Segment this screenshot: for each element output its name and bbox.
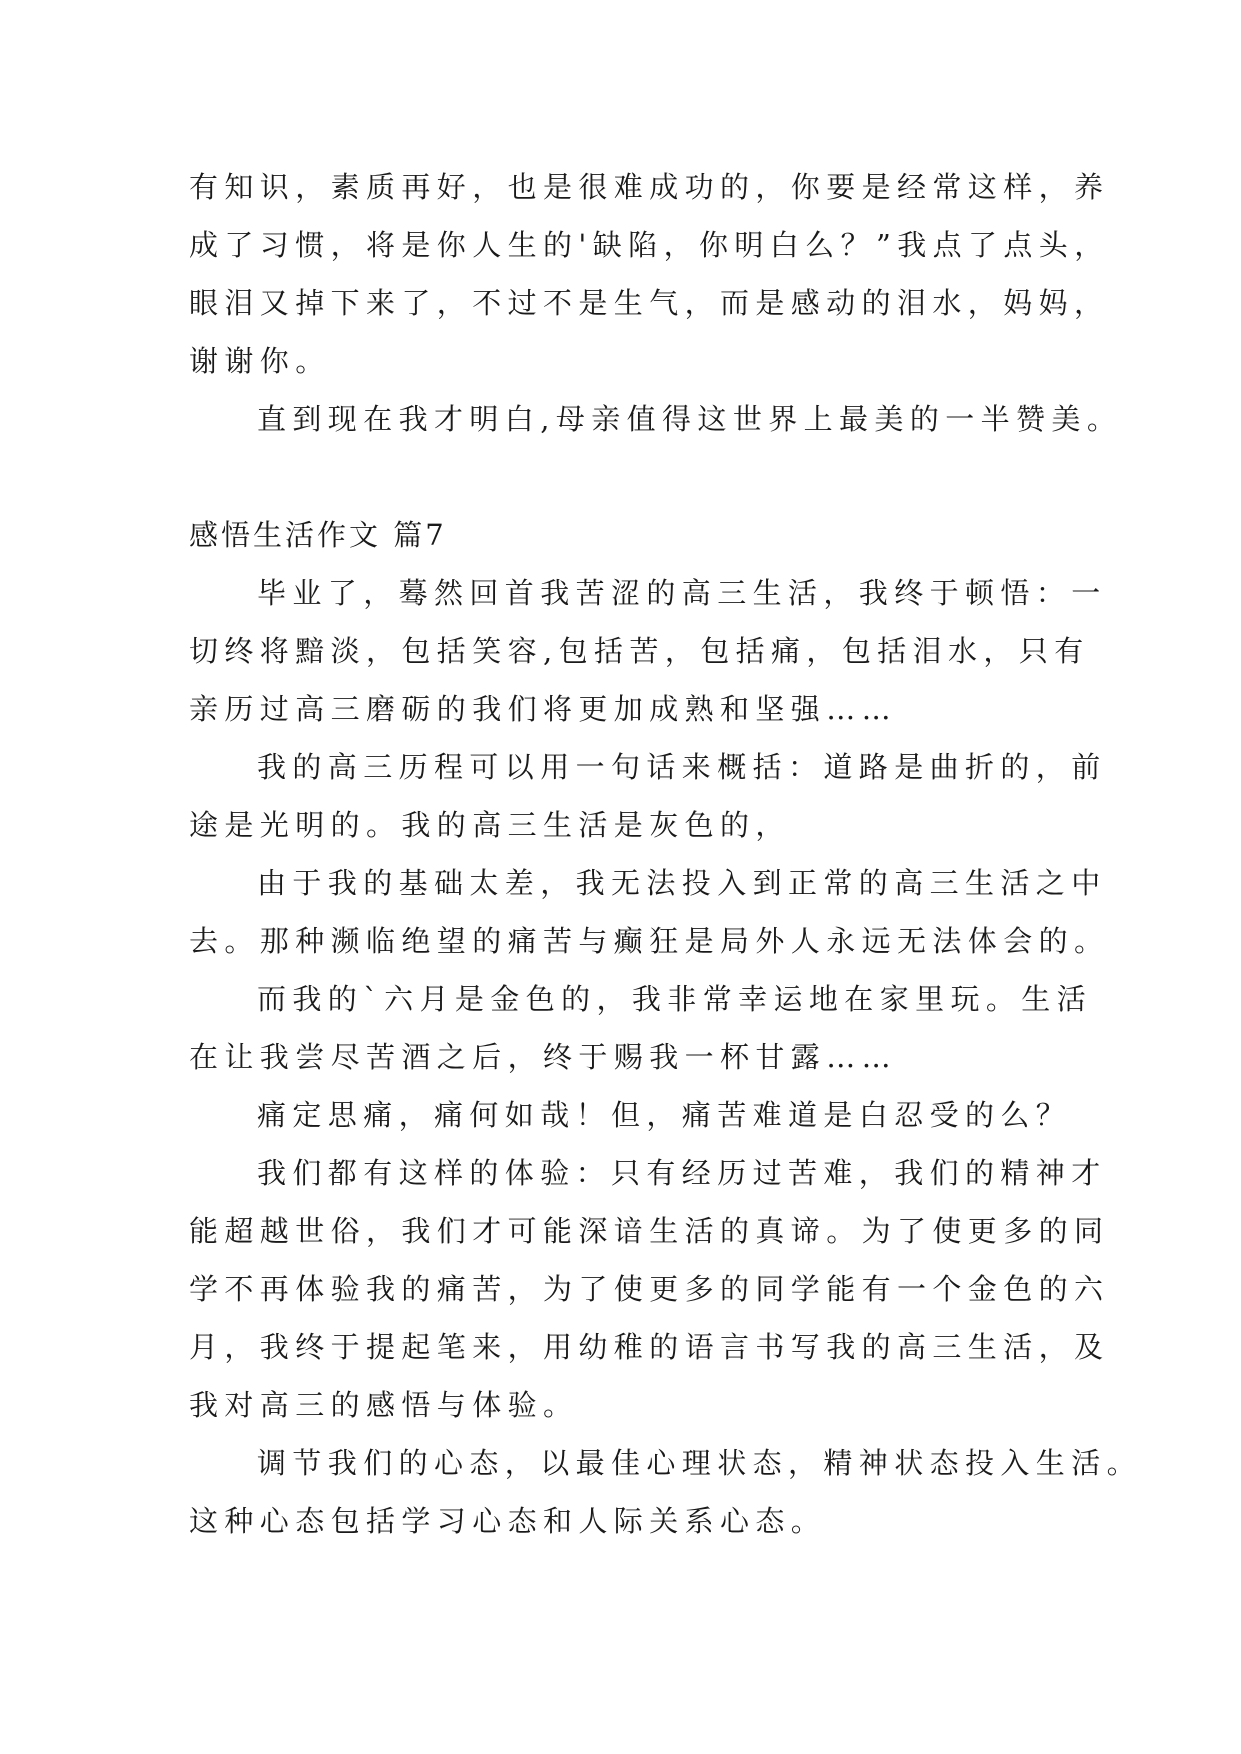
text-line: 月，我终于提起笔来，用幼稚的语言书写我的高三生活，及 xyxy=(189,1330,1110,1364)
text-line: 毕业了，蓦然回首我苦涩的高三生活，我终于顿悟：一 xyxy=(257,576,1107,610)
text-line: 眼泪又掉下来了，不过不是生气，而是感动的泪水，妈妈， xyxy=(189,286,1110,320)
text-line: 谢谢你。 xyxy=(189,344,331,378)
text-line: 由于我的基础太差，我无法投入到正常的高三生活之中 xyxy=(257,866,1107,900)
text-line: 切终将黯淡，包括笑容,包括苦，包括痛，包括泪水，只有 xyxy=(189,634,1090,668)
text-line: 在让我尝尽苦酒之后，终于赐我一杯甘露…… xyxy=(189,1040,898,1074)
text-line: 去。那种濒临绝望的痛苦与癫狂是局外人永远无法体会的。 xyxy=(189,924,1110,958)
section-heading: 感悟生活作文 篇7 xyxy=(189,518,447,552)
text-line: 我的高三历程可以用一句话来概括：道路是曲折的，前 xyxy=(257,750,1107,784)
text-line: 我们都有这样的体验：只有经历过苦难，我们的精神才 xyxy=(257,1156,1107,1190)
text-line: 直到现在我才明白,母亲值得这世界上最美的一半赞美。 xyxy=(257,402,1123,436)
text-line: 能超越世俗，我们才可能深谙生活的真谛。为了使更多的同 xyxy=(189,1214,1110,1248)
text-line: 调节我们的心态，以最佳心理状态，精神状态投入生活。 xyxy=(257,1446,1143,1480)
section-gap xyxy=(189,448,1057,506)
text-line: 这种心态包括学习心态和人际关系心态。 xyxy=(189,1504,827,1538)
text-line: 而我的`六月是金色的，我非常幸运地在家里玩。生活 xyxy=(257,982,1093,1016)
text-line: 痛定思痛，痛何如哉！但，痛苦难道是白忍受的么？ xyxy=(257,1098,1072,1132)
text-line: 亲历过高三磨砺的我们将更加成熟和坚强…… xyxy=(189,692,898,726)
text-line: 成了习惯，将是你人生的'缺陷，你明白么？”我点了点头， xyxy=(189,228,1110,262)
text-line: 有知识，素质再好，也是很难成功的，你要是经常这样，养 xyxy=(189,170,1110,204)
text-line: 途是光明的。我的高三生活是灰色的， xyxy=(189,808,791,842)
document-page xyxy=(189,158,1143,1550)
text-line: 学不再体验我的痛苦，为了使更多的同学能有一个金色的六 xyxy=(189,1272,1110,1306)
text-line: 我对高三的感悟与体验。 xyxy=(189,1388,579,1422)
